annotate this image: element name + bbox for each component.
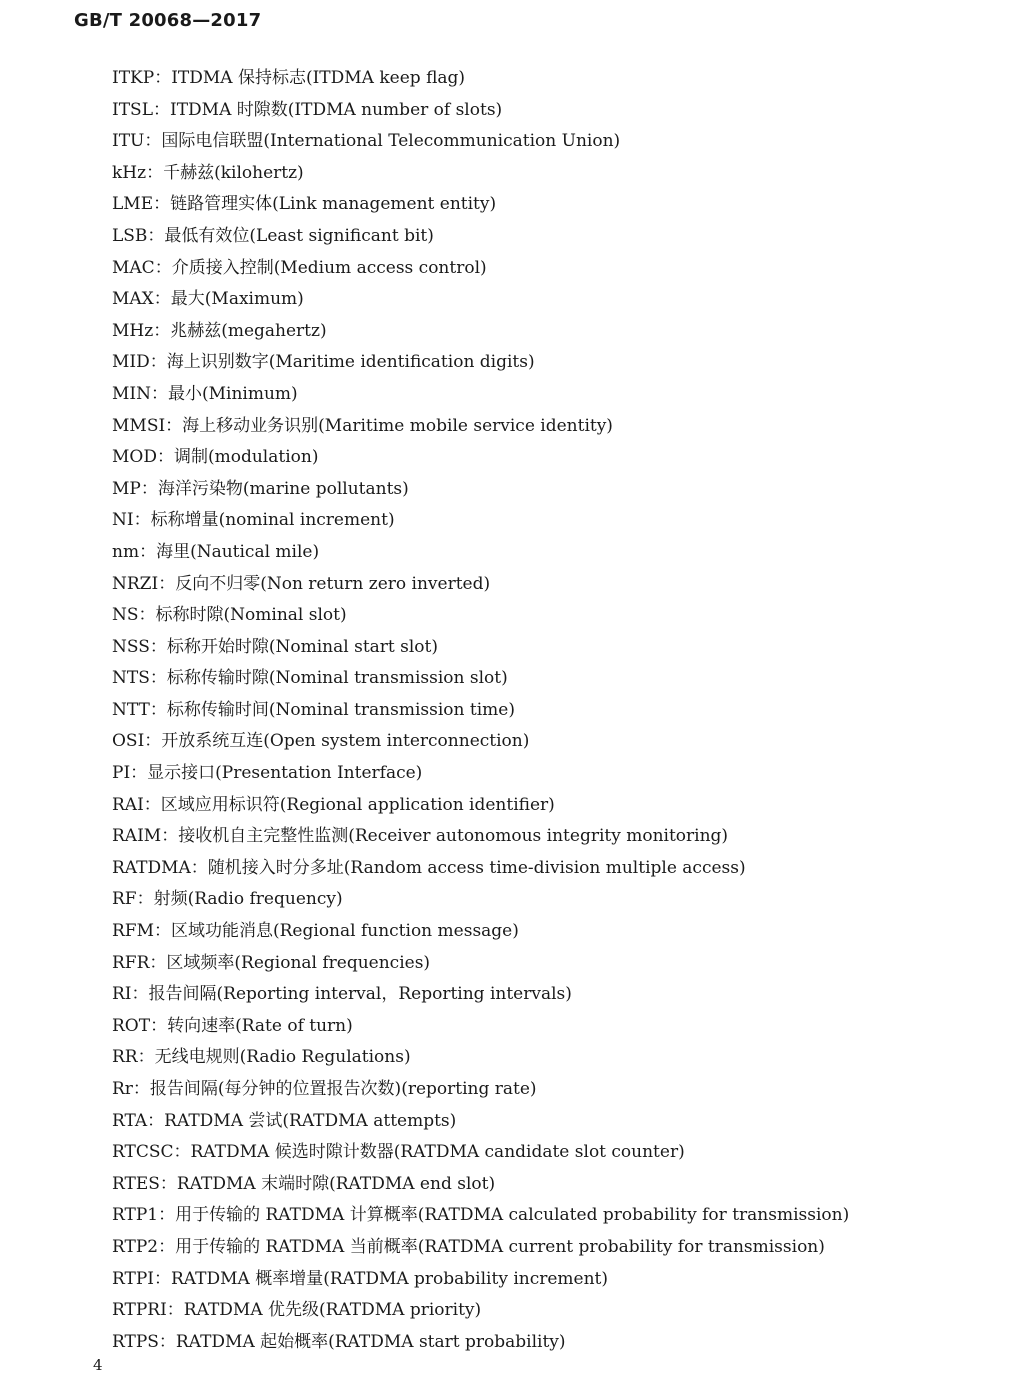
abbreviation-item: MIN：最小(Minimum) bbox=[112, 383, 298, 404]
abbreviation-item: MOD：调制(modulation) bbox=[112, 447, 319, 468]
abbreviation-item: RFR：区域频率(Regional frequencies) bbox=[112, 952, 431, 973]
abbreviation-item: LSB：最低有效位(Least significant bit) bbox=[112, 225, 434, 246]
abbreviation-item: RTPI：RATDMA 概率增量(RATDMA probability increment) bbox=[112, 1268, 609, 1289]
standard-code-header: GB/T 20068—2017 bbox=[74, 10, 262, 31]
page-number: 4 bbox=[93, 1356, 103, 1374]
abbreviation-item: ITKP：ITDMA 保持标志(ITDMA keep flag) bbox=[112, 68, 466, 88]
abbreviation-item: RTPRI：RATDMA 优先级(RATDMA priority) bbox=[112, 1300, 482, 1321]
abbreviation-item: LME：链路管理实体(Link management entity) bbox=[112, 194, 497, 215]
abbreviation-item: nm：海里(Nautical mile) bbox=[112, 541, 320, 562]
abbreviation-item: RR：无线电规则(Radio Regulations) bbox=[112, 1047, 411, 1068]
abbreviation-item: RATDMA：随机接入时分多址(Random access time-division multiple access) bbox=[112, 857, 746, 878]
abbreviation-item: RFM：区域功能消息(Regional function message) bbox=[112, 921, 519, 942]
abbreviation-item: RTA：RATDMA 尝试(RATDMA attempts) bbox=[112, 1110, 457, 1131]
abbreviation-item: OSI：开放系统互连(Open system interconnection) bbox=[112, 731, 530, 752]
abbreviation-item: PI：显示接口(Presentation Interface) bbox=[112, 763, 423, 784]
abbreviation-item: RTP1：用于传输的 RATDMA 计算概率(RATDMA calculated probability for transmission) bbox=[112, 1205, 850, 1226]
abbreviation-item: RAI：区域应用标识符(Regional application identifier) bbox=[112, 794, 555, 815]
abbreviation-item: MHz：兆赫兹(megahertz) bbox=[112, 320, 327, 341]
abbreviation-item: RTPS：RATDMA 起始概率(RATDMA start probability) bbox=[112, 1331, 566, 1352]
abbreviation-item: MAC：介质接入控制(Medium access control) bbox=[112, 257, 487, 278]
abbreviation-item: NTT：标称传输时间(Nominal transmission time) bbox=[112, 699, 515, 720]
abbreviation-item: NSS：标称开始时隙(Nominal start slot) bbox=[112, 636, 439, 657]
abbreviation-item: RTCSC：RATDMA 候选时隙计数器(RATDMA candidate slot counter) bbox=[112, 1142, 685, 1163]
abbreviation-item: RTP2：用于传输的 RATDMA 当前概率(RATDMA current probability for transmission) bbox=[112, 1236, 825, 1257]
abbreviation-item: Rr：报告间隔(每分钟的位置报告次数)(reporting rate) bbox=[112, 1079, 537, 1099]
abbreviation-item: RI：报告间隔(Reporting interval，Reporting intervals) bbox=[112, 984, 572, 1005]
abbreviation-item: NTS：标称传输时隙(Nominal transmission slot) bbox=[112, 668, 508, 689]
abbreviation-list bbox=[112, 63, 992, 1358]
abbreviation-item: NRZI：反向不归零(Non return zero inverted) bbox=[112, 573, 491, 594]
abbreviation-item: MID：海上识别数字(Maritime identification digits) bbox=[112, 352, 535, 373]
abbreviation-item: ITSL：ITDMA 时隙数(ITDMA number of slots) bbox=[112, 99, 503, 120]
abbreviation-item: MAX：最大(Maximum) bbox=[112, 289, 304, 310]
abbreviation-item: RAIM：接收机自主完整性监测(Receiver autonomous integrity monitoring) bbox=[112, 826, 729, 847]
abbreviation-item: NI：标称增量(nominal increment) bbox=[112, 510, 395, 531]
abbreviation-item: RF：射频(Radio frequency) bbox=[112, 889, 343, 910]
abbreviation-item: MP：海洋污染物(marine pollutants) bbox=[112, 478, 409, 499]
abbreviation-item: kHz：千赫兹(kilohertz) bbox=[112, 162, 304, 183]
abbreviation-item: MMSI：海上移动业务识别(Maritime mobile service identity) bbox=[112, 415, 613, 436]
abbreviation-item: RTES：RATDMA 末端时隙(RATDMA end slot) bbox=[112, 1173, 496, 1194]
abbreviation-item: NS：标称时隙(Nominal slot) bbox=[112, 605, 347, 626]
abbreviation-item: ITU：国际电信联盟(International Telecommunication Union) bbox=[112, 131, 621, 152]
abbreviation-item: ROT：转向速率(Rate of turn) bbox=[112, 1015, 353, 1036]
